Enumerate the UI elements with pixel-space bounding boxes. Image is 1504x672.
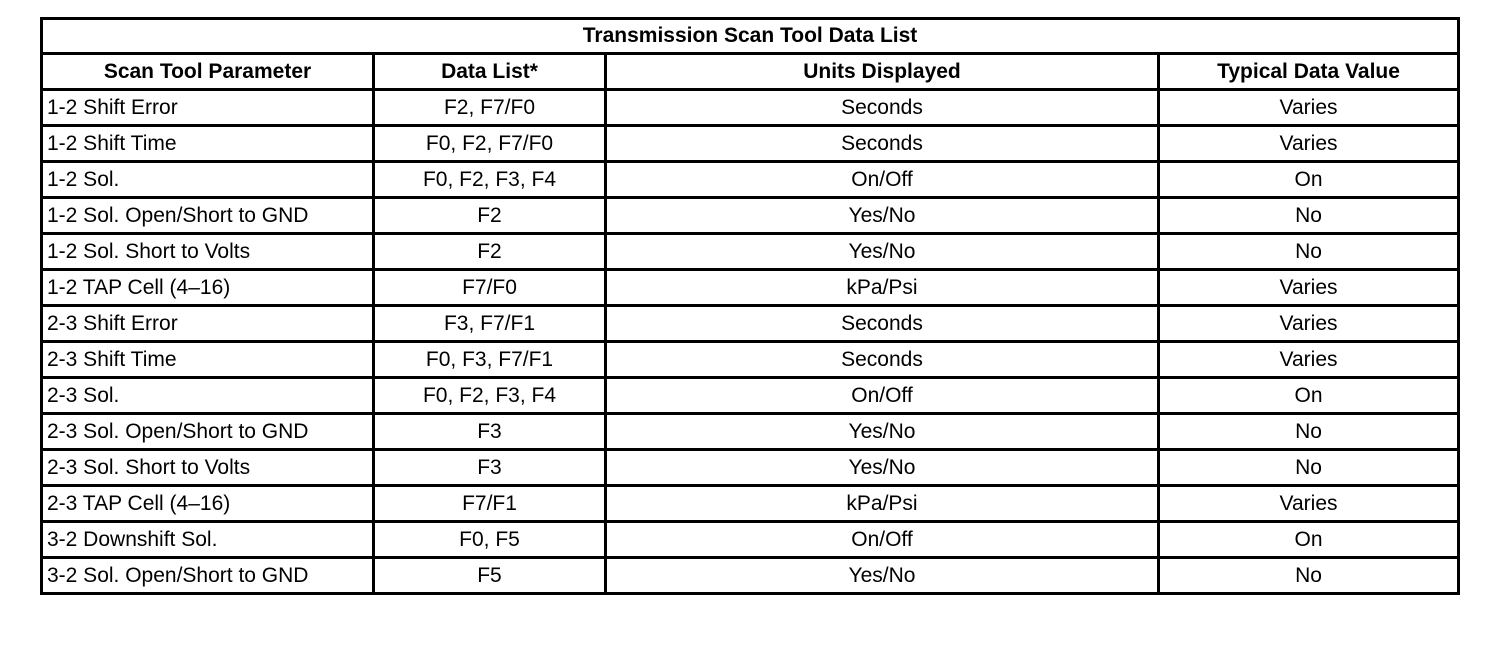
cell-data-list: F2, F7/F0 xyxy=(374,90,606,126)
cell-units-displayed: Yes/No xyxy=(606,450,1159,486)
cell-typical-data-value: On xyxy=(1159,522,1459,558)
cell-typical-data-value: No xyxy=(1159,450,1459,486)
cell-data-list: F3, F7/F1 xyxy=(374,306,606,342)
cell-scan-tool-parameter: 2-3 TAP Cell (4–16) xyxy=(42,486,374,522)
table-row xyxy=(42,198,1459,234)
cell-typical-data-value: Varies xyxy=(1159,90,1459,126)
table-row xyxy=(42,522,1459,558)
column-header-data-list: Data List* xyxy=(374,54,606,90)
cell-units-displayed: Yes/No xyxy=(606,558,1159,594)
table-row xyxy=(42,90,1459,126)
cell-typical-data-value: No xyxy=(1159,558,1459,594)
table-title: Transmission Scan Tool Data List xyxy=(42,19,1459,54)
cell-data-list: F3 xyxy=(374,450,606,486)
cell-scan-tool-parameter: 2-3 Sol. Short to Volts xyxy=(42,450,374,486)
cell-units-displayed: Yes/No xyxy=(606,414,1159,450)
column-header-typical-data-value: Typical Data Value xyxy=(1159,54,1459,90)
cell-data-list: F7/F0 xyxy=(374,270,606,306)
cell-data-list: F0, F2, F3, F4 xyxy=(374,162,606,198)
table-row xyxy=(42,342,1459,378)
table-row xyxy=(42,270,1459,306)
cell-scan-tool-parameter: 1-2 Sol. Open/Short to GND xyxy=(42,198,374,234)
cell-units-displayed: Yes/No xyxy=(606,198,1159,234)
cell-typical-data-value: Varies xyxy=(1159,342,1459,378)
cell-units-displayed: On/Off xyxy=(606,378,1159,414)
cell-data-list: F5 xyxy=(374,558,606,594)
cell-typical-data-value: On xyxy=(1159,378,1459,414)
cell-units-displayed: kPa/Psi xyxy=(606,486,1159,522)
cell-scan-tool-parameter: 3-2 Sol. Open/Short to GND xyxy=(42,558,374,594)
cell-scan-tool-parameter: 2-3 Shift Error xyxy=(42,306,374,342)
column-header-units-displayed: Units Displayed xyxy=(606,54,1159,90)
table-row xyxy=(42,450,1459,486)
table-row xyxy=(42,414,1459,450)
table-row xyxy=(42,162,1459,198)
cell-data-list: F0, F2, F3, F4 xyxy=(374,378,606,414)
cell-scan-tool-parameter: 1-2 TAP Cell (4–16) xyxy=(42,270,374,306)
cell-typical-data-value: No xyxy=(1159,414,1459,450)
cell-scan-tool-parameter: 2-3 Shift Time xyxy=(42,342,374,378)
cell-scan-tool-parameter: 1-2 Sol. xyxy=(42,162,374,198)
cell-typical-data-value: Varies xyxy=(1159,306,1459,342)
cell-typical-data-value: On xyxy=(1159,162,1459,198)
cell-units-displayed: Yes/No xyxy=(606,234,1159,270)
column-header-scan-tool-parameter: Scan Tool Parameter xyxy=(42,54,374,90)
cell-data-list: F0, F2, F7/F0 xyxy=(374,126,606,162)
table-row xyxy=(42,306,1459,342)
cell-units-displayed: On/Off xyxy=(606,162,1159,198)
scan-tool-data-table xyxy=(40,17,1460,595)
cell-data-list: F0, F5 xyxy=(374,522,606,558)
cell-units-displayed: Seconds xyxy=(606,126,1159,162)
table-row xyxy=(42,378,1459,414)
cell-data-list: F2 xyxy=(374,234,606,270)
table-title-row xyxy=(42,19,1459,54)
cell-data-list: F3 xyxy=(374,414,606,450)
cell-typical-data-value: No xyxy=(1159,234,1459,270)
cell-scan-tool-parameter: 1-2 Shift Error xyxy=(42,90,374,126)
cell-data-list: F2 xyxy=(374,198,606,234)
cell-units-displayed: Seconds xyxy=(606,306,1159,342)
cell-units-displayed: On/Off xyxy=(606,522,1159,558)
table-header-row xyxy=(42,54,1459,90)
cell-data-list: F7/F1 xyxy=(374,486,606,522)
cell-scan-tool-parameter: 1-2 Shift Time xyxy=(42,126,374,162)
cell-scan-tool-parameter: 2-3 Sol. xyxy=(42,378,374,414)
cell-typical-data-value: Varies xyxy=(1159,126,1459,162)
cell-scan-tool-parameter: 1-2 Sol. Short to Volts xyxy=(42,234,374,270)
table-body xyxy=(42,90,1459,594)
table-row xyxy=(42,486,1459,522)
cell-units-displayed: Seconds xyxy=(606,90,1159,126)
cell-scan-tool-parameter: 3-2 Downshift Sol. xyxy=(42,522,374,558)
table-row xyxy=(42,234,1459,270)
cell-units-displayed: kPa/Psi xyxy=(606,270,1159,306)
cell-scan-tool-parameter: 2-3 Sol. Open/Short to GND xyxy=(42,414,374,450)
document-page xyxy=(40,17,1457,595)
cell-typical-data-value: No xyxy=(1159,198,1459,234)
cell-units-displayed: Seconds xyxy=(606,342,1159,378)
cell-typical-data-value: Varies xyxy=(1159,486,1459,522)
cell-data-list: F0, F3, F7/F1 xyxy=(374,342,606,378)
cell-typical-data-value: Varies xyxy=(1159,270,1459,306)
table-row xyxy=(42,126,1459,162)
table-row xyxy=(42,558,1459,594)
